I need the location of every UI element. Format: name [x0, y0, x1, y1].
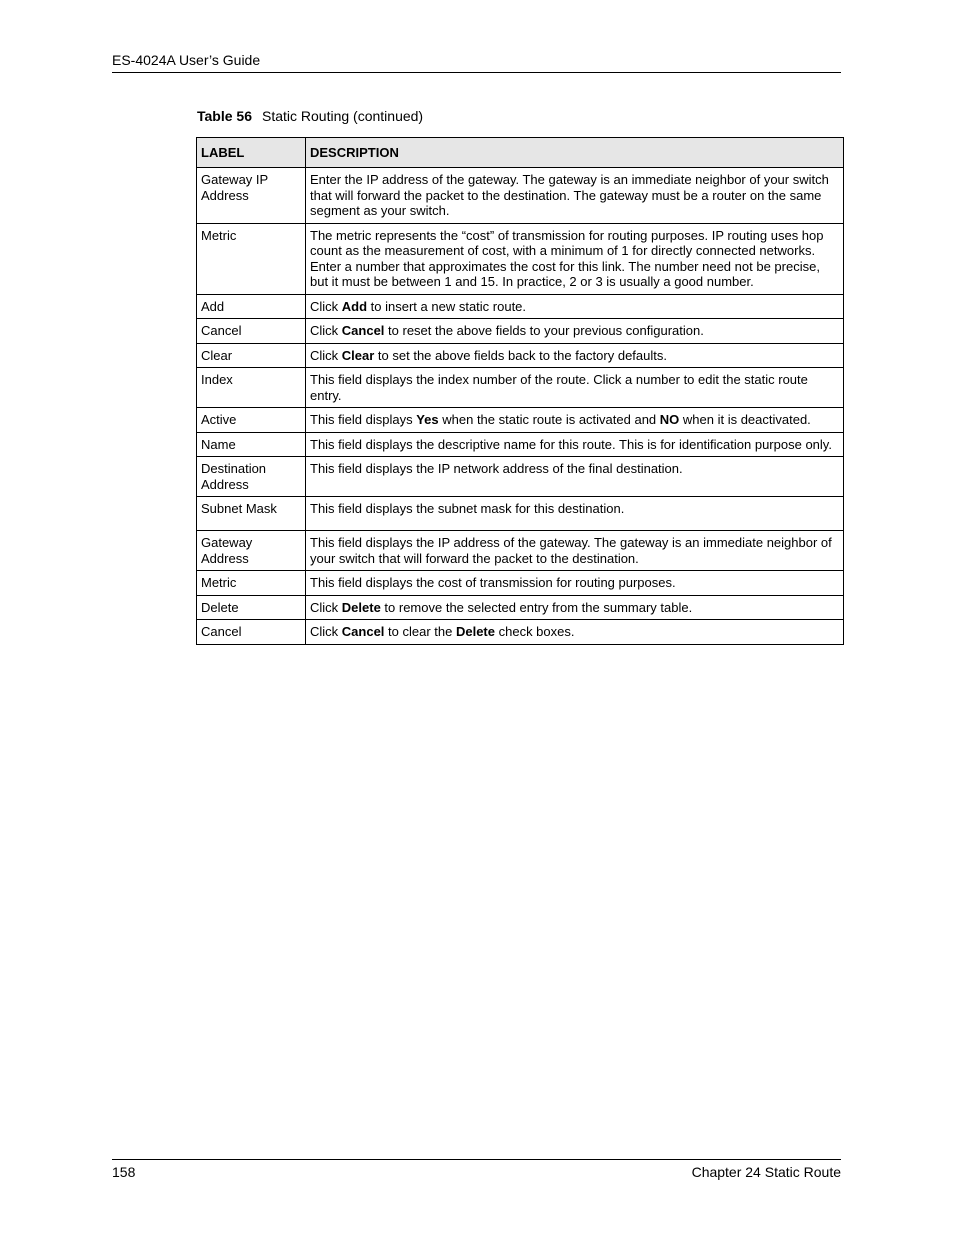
header-label: LABEL: [197, 138, 306, 168]
table-row: [197, 294, 844, 319]
description-text: Click: [310, 624, 342, 639]
static-routing-table: [196, 137, 844, 645]
description-text: This field displays the descriptive name for this route. This is for identification purpose only.: [310, 436, 832, 452]
description-emphasis: Clear: [341, 347, 375, 363]
description-text: This field displays the cost of transmission for routing purposes.: [310, 575, 676, 590]
description-text: to set the above fields back to the factory defaults.: [374, 347, 667, 363]
table-row: [197, 595, 844, 620]
row-description: [306, 620, 844, 645]
row-label: Cancel: [197, 319, 306, 344]
description-text: Enter the IP address of the gateway. The gateway is an immediate neighbor of your switch that will forward the packet to the destination. The gateway must be a router on the same segment as your switch.: [310, 172, 829, 218]
row-label: Name: [197, 432, 306, 457]
row-description: [306, 294, 844, 319]
table-row: [197, 368, 844, 408]
row-description: [306, 408, 844, 433]
row-description: [306, 343, 844, 368]
row-label: Destination Address: [197, 457, 306, 497]
description-text: check boxes.: [495, 624, 575, 639]
row-label: Metric: [197, 571, 306, 596]
description-text: This field displays the IP network address of the final destination.: [310, 461, 683, 476]
row-description: [306, 432, 844, 457]
description-text: to insert a new static route.: [367, 298, 527, 314]
description-emphasis: Delete: [341, 599, 381, 615]
description-text: The metric represents the “cost” of transmission for routing purposes. IP routing uses hop count as the measurement of cost, with a minimum of 1 for directly connected networks. Enter a number that approximates the cost for this link. The number need not be precise, but it must be between 1 and 15. In practice, 2 or 3 is usually a good number.: [310, 227, 824, 289]
table-row: [197, 343, 844, 368]
page-number: 158: [112, 1164, 136, 1180]
table-row: [197, 620, 844, 645]
description-emphasis: Delete: [455, 624, 495, 639]
row-description: [306, 531, 844, 571]
table-row: [197, 571, 844, 596]
table-row: [197, 168, 844, 224]
row-label: Gateway IP Address: [197, 168, 306, 224]
table-header-row: [197, 138, 844, 168]
description-text: to remove the selected entry from the summary table.: [380, 599, 693, 615]
row-label: Delete: [197, 595, 306, 620]
table-row: [197, 497, 844, 531]
table-row: [197, 223, 844, 294]
row-description: [306, 571, 844, 596]
row-description: [306, 595, 844, 620]
description-text: This field displays the index number of the route. Click a number to edit the static route entry.: [310, 372, 808, 403]
table-body: [197, 168, 844, 645]
header-description: DESCRIPTION: [306, 138, 844, 168]
row-label: Active: [197, 408, 306, 433]
row-description: [306, 223, 844, 294]
description-text: Click: [310, 323, 342, 338]
description-emphasis: Cancel: [341, 323, 385, 338]
page-header: [112, 52, 841, 73]
table-row: [197, 408, 844, 433]
row-label: Add: [197, 294, 306, 319]
description-text: Click: [310, 298, 342, 314]
table-row: [197, 432, 844, 457]
description-text: This field displays the subnet mask for this destination.: [310, 501, 625, 516]
description-text: Click: [310, 347, 342, 363]
row-label: Cancel: [197, 620, 306, 645]
row-label: Index: [197, 368, 306, 408]
description-text: Click: [310, 599, 342, 615]
page-footer: [112, 1159, 841, 1180]
guide-title: ES-4024A User’s Guide: [112, 52, 261, 68]
description-emphasis: NO: [659, 412, 680, 427]
description-text: This field displays the IP address of the gateway. The gateway is an immediate neighbor of your switch that will forward the packet to the destination.: [310, 535, 832, 566]
description-emphasis: Yes: [416, 412, 439, 427]
row-description: [306, 497, 844, 531]
row-description: [306, 457, 844, 497]
description-text: when the static route is activated and: [438, 412, 660, 427]
description-text: to clear the: [384, 624, 456, 639]
row-label: Gateway Address: [197, 531, 306, 571]
description-text: This field displays: [310, 412, 417, 427]
table-number: Table 56: [197, 108, 252, 124]
description-emphasis: Cancel: [341, 624, 385, 639]
table-title: Static Routing (continued): [262, 108, 424, 124]
description-text: to reset the above fields to your previous configuration.: [384, 323, 704, 338]
row-label: Metric: [197, 223, 306, 294]
table-row: [197, 531, 844, 571]
row-description: [306, 168, 844, 224]
row-description: [306, 319, 844, 344]
row-description: [306, 368, 844, 408]
row-label: Clear: [197, 343, 306, 368]
row-label: Subnet Mask: [197, 497, 306, 531]
table-caption: [197, 108, 423, 124]
description-text: when it is deactivated.: [679, 412, 811, 427]
table-row: [197, 457, 844, 497]
table-row: [197, 319, 844, 344]
chapter-title: Chapter 24 Static Route: [691, 1164, 841, 1180]
description-emphasis: Add: [341, 298, 368, 314]
